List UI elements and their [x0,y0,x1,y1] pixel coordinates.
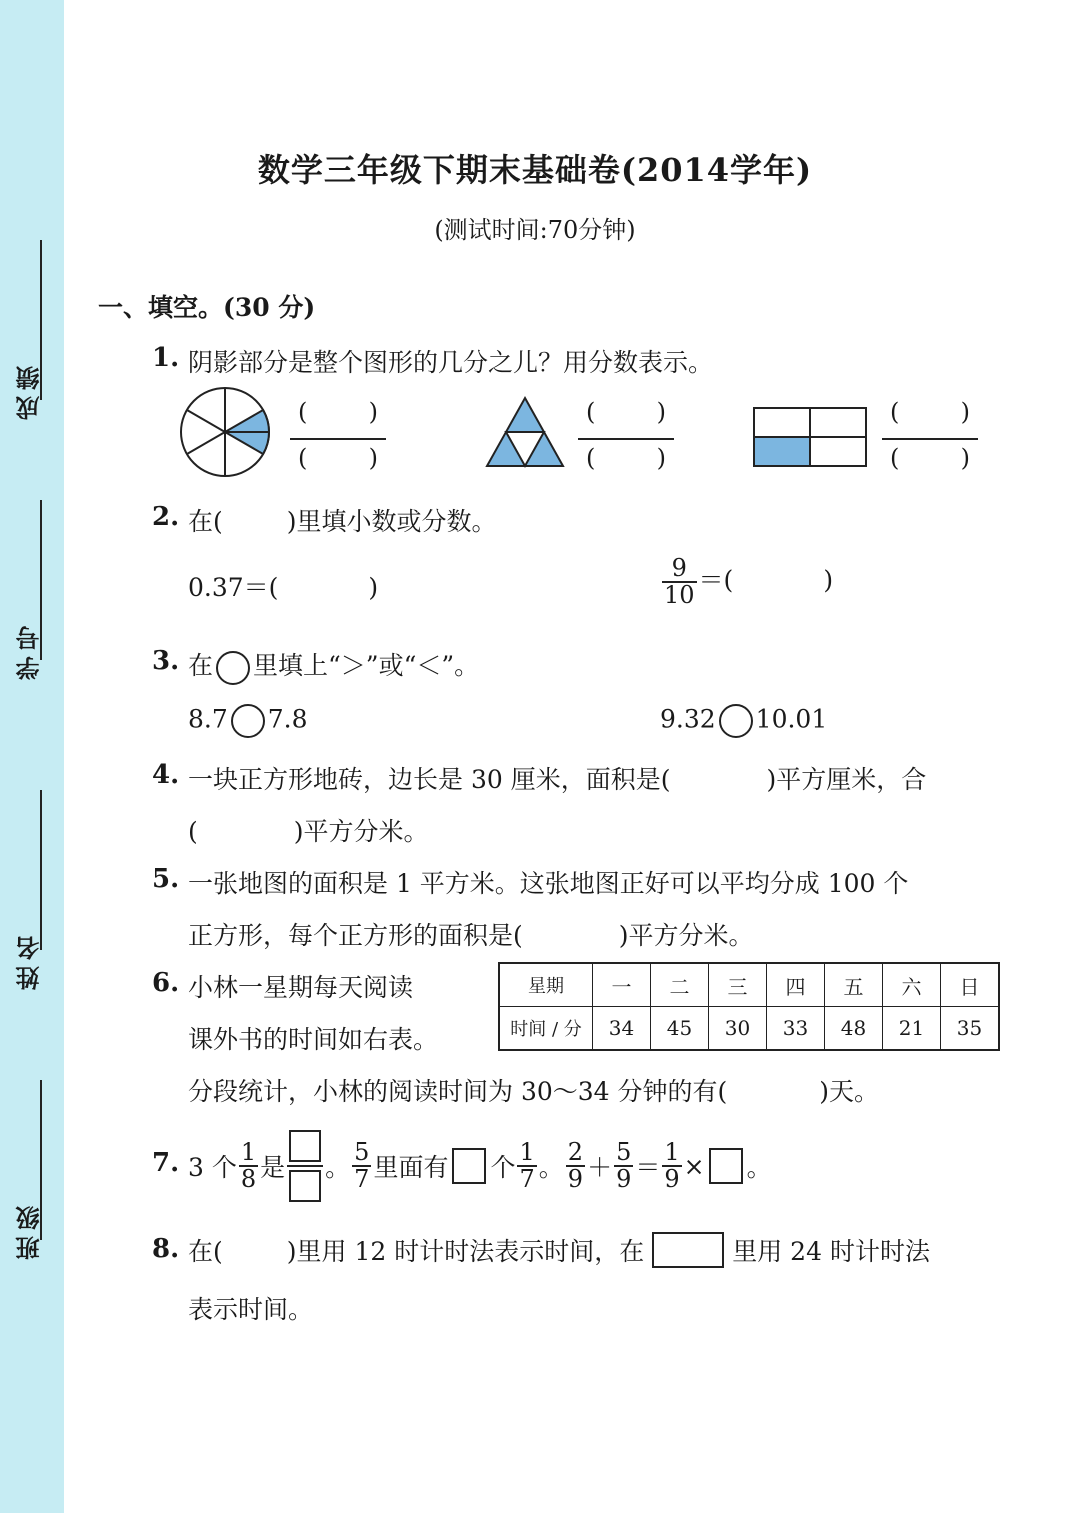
q8-box-24h[interactable] [652,1232,724,1268]
q2-number: 2. [152,502,180,532]
table-row [499,1007,999,1051]
triangle-figure [484,395,566,469]
class-label: 班级 [15,1200,44,1260]
name-line [40,790,42,950]
fraction-blank[interactable] [287,1130,323,1202]
minutes-cell: 34 [593,1007,651,1051]
q6-number: 6. [152,968,180,998]
q6-line2: 课外书的时间如右表。 [188,1025,439,1054]
compare-circle-a[interactable] [231,704,265,738]
q7-box-2[interactable] [709,1148,743,1184]
q1-blank-triangle[interactable]: ( ) ( ) [578,398,674,478]
table-header-label: 星期 [499,963,593,1007]
q6-line1: 小林一星期每天阅读 [188,973,414,1002]
q4-line2: ( )平方分米。 [188,817,429,846]
class-field [0,1080,64,1340]
minutes-cell: 33 [767,1007,825,1051]
table-row [499,963,999,1007]
fraction-2-9: $\frac{2}{9}$ [567,1137,584,1193]
day-cell: 三 [709,963,767,1007]
section-heading: 一、填空。(30 分) [98,293,316,322]
page-title: 数学三年级下期末基础卷(2014学年) [257,151,813,189]
q4-line1: 一块正方形地砖，边长是 30 厘米，面积是( )平方厘米，合 [188,765,927,794]
name-label: 姓名 [15,930,44,990]
q1-blank-rectangle[interactable]: ( ) ( ) [882,398,978,478]
q8-line2: 表示时间。 [188,1295,314,1324]
day-cell: 二 [651,963,709,1007]
q2-left-expression: 0.37＝( ) [188,573,379,602]
score-label: 成绩 [15,360,44,420]
student-id-field [0,500,64,760]
minutes-cell: 30 [709,1007,767,1051]
q5-line2: 正方形，每个正方形的面积是( )平方分米。 [188,921,754,950]
q8-line1: 在( )里用 12 时计时法表示时间，在 里用 24 时计时法 [188,1230,930,1270]
minutes-cell: 45 [651,1007,709,1051]
reading-time-table [498,962,1000,1051]
q7-box-1[interactable] [452,1148,486,1184]
q1-blank-circle[interactable]: ( ) ( ) [290,398,386,478]
rectangle-figure [752,406,868,468]
fraction-9-10: $\frac{9}{10}$ [664,554,695,610]
day-cell: 六 [883,963,941,1007]
q8-number: 8. [152,1234,180,1264]
day-cell: 五 [825,963,883,1007]
q6-line3: 分段统计，小林的阅读时间为 30～34 分钟的有( )天。 [188,1077,880,1106]
q7-expression: 3 个 $\frac{1}{8}$ 是 。 $\frac{5}{7}$ 里面有 个 $\frac{1}{7}$ 。 $\frac{2}{9}$ ＋ $\frac{5}{9}$ ＝ $\frac{1}{9}$ × 。 [188,1130,772,1202]
day-cell: 一 [593,963,651,1007]
day-cell: 四 [767,963,825,1007]
q2-text: 在( )里填小数或分数。 [188,507,497,536]
q7-number: 7. [152,1148,180,1178]
circle-figure [178,385,272,479]
q1-text: 阴影部分是整个图形的几分之儿？用分数表示。 [188,348,714,377]
q3-compare-b: 9.32 10.01 [660,704,827,738]
fraction-1-8: $\frac{1}{8}$ [240,1137,257,1193]
student-id-label: 学号 [15,620,44,680]
q1-number: 1. [152,343,180,373]
q3-text: 在 里填上“＞”或“＜”。 [188,646,479,685]
minutes-cell: 35 [941,1007,1000,1051]
minutes-cell: 21 [883,1007,941,1051]
circle-blank-icon [216,651,250,685]
q3-number: 3. [152,646,180,676]
page-subtitle: (测试时间:70分钟) [434,216,636,244]
q3-compare-a: 8.7 7.8 [188,704,308,738]
fraction-5-9: $\frac{5}{9}$ [616,1137,632,1193]
table-row-label: 时间 / 分 [499,1007,593,1051]
q2-right-expression: $\frac{9}{10}$ ＝( ) [664,554,834,610]
fraction-1-9: $\frac{1}{9}$ [664,1137,680,1193]
q4-number: 4. [152,760,180,790]
q5-number: 5. [152,864,180,894]
day-cell: 日 [941,963,1000,1007]
name-field [0,790,64,1050]
fraction-1-7: $\frac{1}{7}$ [519,1137,535,1193]
minutes-cell: 48 [825,1007,883,1051]
fraction-5-7: $\frac{5}{7}$ [354,1137,370,1193]
compare-circle-b[interactable] [719,704,753,738]
score-field [0,240,64,500]
q5-line1: 一张地图的面积是 1 平方米。这张地图正好可以平均分成 100 个 [188,869,909,898]
